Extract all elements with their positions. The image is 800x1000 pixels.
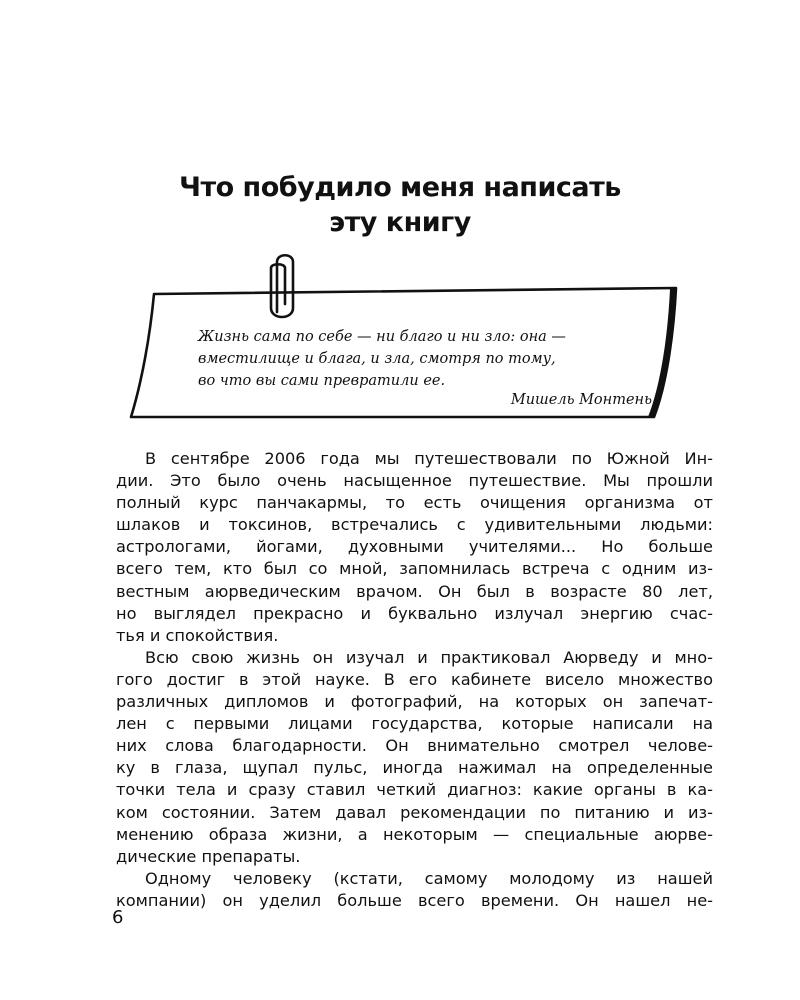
body-line: Одному человеку (кстати, самому молодому из нашей	[145, 868, 713, 888]
body-line: ку в глаза, щупал пульс, иногда нажимал на определенные	[116, 758, 713, 778]
epigraph-line: во что вы сами превратили ее.	[198, 373, 446, 389]
chapter-title-line-2: эту книгу	[329, 207, 471, 238]
body-line: Всю свою жизнь он изучал и практиковал Аюрведу и мно-	[145, 647, 713, 667]
body-line: дические препараты.	[116, 846, 301, 866]
body-line: В сентябре 2006 года мы путешествовали по Южной Ин-	[145, 449, 713, 468]
body-line: дии. Это было очень насыщенное путешествие. Мы прошли	[116, 471, 713, 491]
body-line: но выглядел прекрасно и буквально излучал энергию счас-	[116, 603, 713, 623]
page-number: 6	[112, 907, 124, 928]
body-line: различных дипломов и фотографий, на которых он запечат-	[116, 692, 713, 712]
body-line: тья и спокойствия.	[116, 625, 279, 645]
body-line: шлаков и токсинов, встречались с удивительными людьми:	[116, 515, 713, 535]
chapter-title-line-1: Что побудило меня написать	[179, 172, 621, 203]
body-line: точки тела и сразу ставил четкий диагноз: какие органы в ка-	[116, 780, 713, 800]
body-text	[116, 448, 713, 912]
epigraph-author: Мишель Монтень	[510, 392, 652, 408]
chapter-title	[100, 170, 700, 240]
epigraph-line: Жизнь сама по себе — ни благо и ни зло: она —	[198, 329, 566, 345]
epigraph-line: вместилище и блага, и зла, смотря по тому,	[198, 351, 556, 367]
body-line: лен с первыми лицами государства, которые написали на	[116, 714, 713, 734]
body-line: компании) он уделил больше всего времени. Он нашел не-	[116, 890, 713, 910]
body-line: полный курс панчакармы, то есть очищения организма от	[116, 493, 713, 513]
epigraph-quote	[198, 326, 638, 392]
body-line: гого достиг в этой науке. В его кабинете висело множество	[116, 669, 713, 689]
body-line: менению образа жизни, а некоторым — специальные аюрве-	[116, 824, 713, 844]
body-line: всего тем, кто был со мной, запомнилась встреча с одним из-	[116, 559, 713, 579]
body-line: них слова благодарности. Он внимательно смотрел челове-	[116, 736, 713, 756]
body-line: ком состоянии. Затем давал рекомендации по питанию и из-	[116, 802, 713, 822]
paperclip-icon	[265, 248, 305, 326]
body-line: вестным аюрведическим врачом. Он был в возрасте 80 лет,	[116, 581, 713, 601]
body-line: астрологами, йогами, духовными учителями... Но больше	[116, 537, 713, 557]
